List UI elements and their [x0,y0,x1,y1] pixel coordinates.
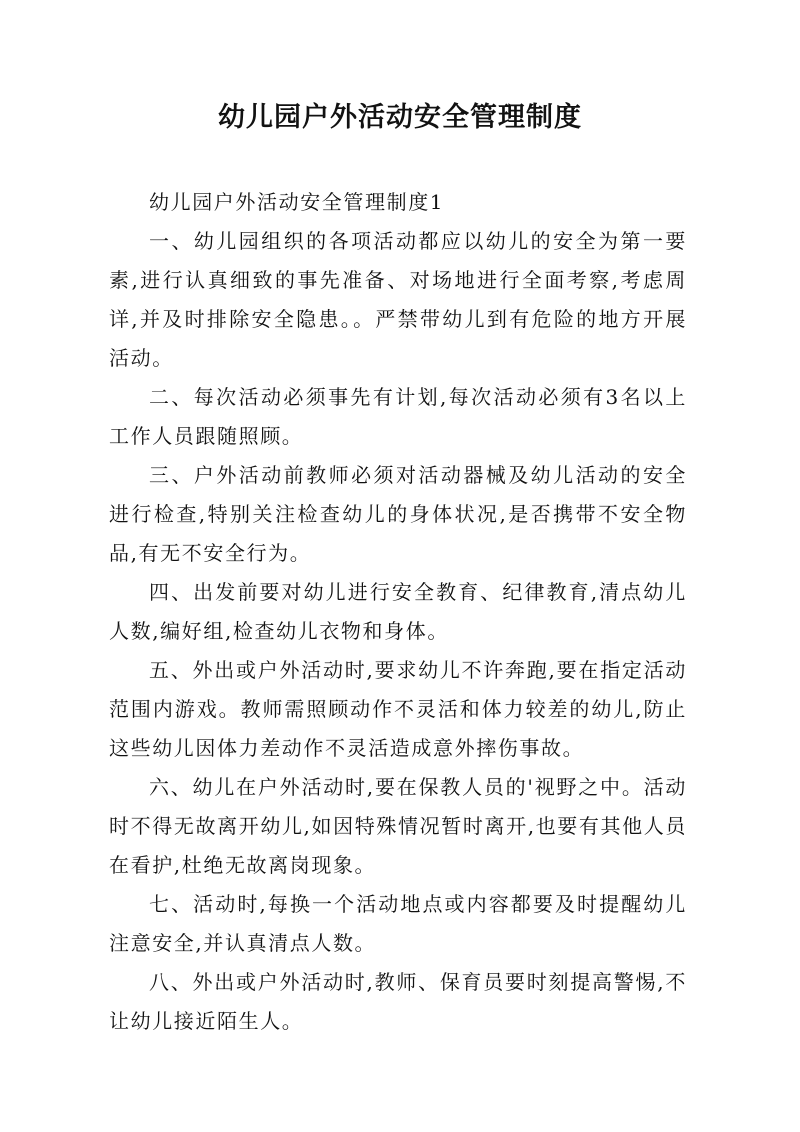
paragraph-2: 二、每次活动必须事先有计划,每次活动必须有3名以上工作人员跟随照顾。 [109,385,687,448]
section-heading: 幼儿园户外活动安全管理制度1 [149,190,445,214]
paragraph-1: 一、幼儿园组织的各项活动都应以幼儿的安全为第一要素,进行认真细致的事先准备、对场地进行全面考察,考虑周详,并及时排除安全隐患。。严禁带幼儿到有危险的地方开展活动。 [109,229,687,370]
paragraph-8: 八、外出或户外活动时,教师、保育员要时刻提高警惕,不让幼儿接近陌生人。 [109,970,687,1033]
paragraph-7: 七、活动时,每换一个活动地点或内容都要及时提醒幼儿注意安全,并认真清点人数。 [109,892,687,955]
paragraph-3: 三、户外活动前教师必须对活动器械及幼儿活动的安全进行检查,特别关注检查幼儿的身体状况,是否携带不安全物品,有无不安全行为。 [109,463,687,565]
paragraph-5: 五、外出或户外活动时,要求幼儿不许奔跑,要在指定活动范围内游戏。教师需照顾动作不灵活和体力较差的幼儿,防止这些幼儿因体力差动作不灵活造成意外摔伤事故。 [109,658,687,760]
document-title: 幼儿园户外活动安全管理制度 [218,102,582,133]
paragraph-4: 四、出发前要对幼儿进行安全教育、纪律教育,清点幼儿人数,编好组,检查幼儿衣物和身体。 [109,580,687,643]
paragraph-6: 六、幼儿在户外活动时,要在保教人员的'视野之中。活动时不得无故离开幼儿,如因特殊情况暂时离开,也要有其他人员在看护,杜绝无故离岗现象。 [109,775,687,877]
document-body [109,183,687,1041]
